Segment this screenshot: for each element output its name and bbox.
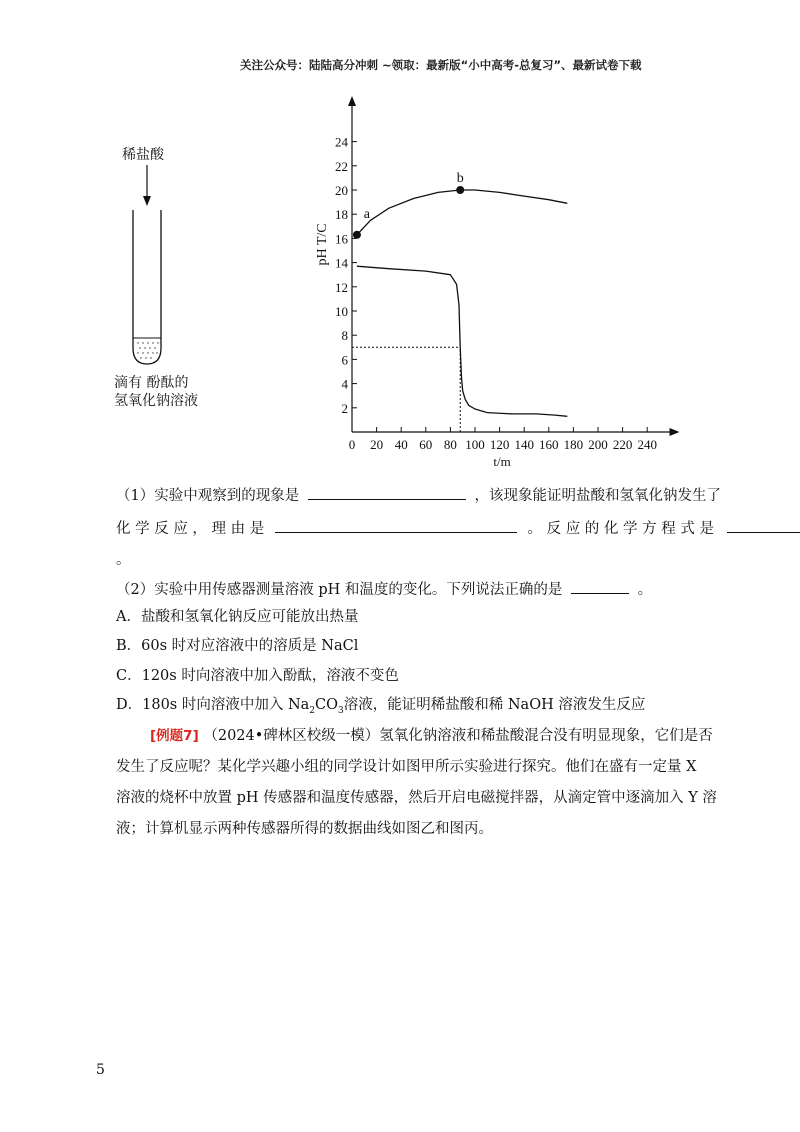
answer-blank-choice[interactable] bbox=[571, 579, 629, 594]
tube-label-line2: 氢氧化钠溶液 bbox=[114, 393, 198, 409]
q1-text-b: ，该现象能证明盐酸和氢氧化钠发生了 bbox=[474, 488, 721, 504]
x-tick-label: 200 bbox=[588, 437, 608, 452]
q1-text-d: 。 反 应 的 化 学 方 程 式 是 bbox=[527, 521, 714, 537]
q2-stem bbox=[116, 578, 652, 599]
option-d-part1: D．180s 时向溶液中加入 Na bbox=[116, 697, 310, 713]
point-label-a: a bbox=[363, 206, 371, 222]
y-tick-label: 20 bbox=[335, 183, 348, 198]
y-tick-label: 22 bbox=[335, 158, 348, 174]
x-tick-label: 0 bbox=[348, 437, 356, 452]
x-axis-arrow bbox=[670, 428, 680, 436]
liquid-dots bbox=[137, 342, 158, 358]
series-line-temperature bbox=[357, 190, 567, 235]
y-tick-label: 16 bbox=[335, 231, 348, 247]
y-tick-label: 2 bbox=[341, 400, 348, 416]
x-tick-label: 60 bbox=[419, 437, 433, 452]
answer-blank-phenomenon[interactable] bbox=[308, 485, 466, 500]
y-axis-label: pH T/C bbox=[315, 223, 330, 266]
x-tick-label: 160 bbox=[539, 437, 559, 452]
q2-text: （2）实验中用传感器测量溶液 pH 和温度的变化。下列说法正确的是 bbox=[116, 582, 563, 598]
page-header: 关注公众号：陆陆高分冲刺 ~领取：最新版“小中高考-总复习”、最新试卷下载 bbox=[240, 58, 642, 72]
answer-blank-reason[interactable] bbox=[275, 518, 517, 533]
y-tick-label: 10 bbox=[335, 304, 348, 319]
x-tick-label: 120 bbox=[489, 437, 510, 452]
example-line3: 溶液的烧杯中放置 pH 传感器和温度传感器，然后开启电磁搅拌器，从滴定管中逐滴加入 Y 溶 bbox=[116, 790, 717, 806]
q1-line2 bbox=[116, 517, 800, 538]
test-tube-figure bbox=[110, 160, 190, 375]
point-b bbox=[456, 186, 464, 194]
example-text1: （2024•碑林区校级一模）氢氧化钠溶液和稀盐酸混合没有明显现象，它们是否 bbox=[203, 728, 713, 744]
x-axis-label: t/m bbox=[493, 454, 511, 469]
test-tube bbox=[133, 210, 161, 364]
example-line2: 发生了反应呢？某化学兴趣小组的同学设计如图甲所示实验进行探究。他们在盛有一定量 X bbox=[116, 759, 697, 775]
q1-line3: 。 bbox=[116, 552, 131, 568]
y-tick-label: 24 bbox=[335, 134, 348, 150]
tube-label-line1: 滴有 酚酞的 bbox=[114, 375, 189, 391]
x-tick-label: 40 bbox=[394, 437, 408, 452]
option-a: A．盐酸和氢氧化钠反应可能放出热量 bbox=[116, 609, 359, 625]
example-tag: [例题7] bbox=[150, 728, 199, 744]
example-line4: 液；计算机显示两种传感器所得的数据曲线如图乙和图丙。 bbox=[116, 821, 493, 837]
series-line-pH bbox=[357, 266, 567, 416]
q2-end: 。 bbox=[637, 582, 653, 598]
tube-label-solution bbox=[114, 374, 198, 410]
x-tick-label: 100 bbox=[465, 437, 485, 452]
y-tick-label: 8 bbox=[341, 328, 348, 344]
option-d-sub2: 3 bbox=[338, 705, 344, 716]
x-tick-label: 220 bbox=[612, 437, 633, 452]
dropping-arrow bbox=[143, 165, 151, 206]
q1-text-a: （1）实验中观察到的现象是 bbox=[116, 488, 300, 504]
q1-line1 bbox=[116, 484, 721, 505]
option-d-part3: 溶液，能证明稀盐酸和稀 NaOH 溶液发生反应 bbox=[343, 697, 646, 713]
q1-text-c: 化 学 反 应 ， 理 由 是 bbox=[116, 521, 265, 537]
option-d bbox=[116, 693, 645, 716]
y-tick-label: 14 bbox=[335, 255, 348, 271]
point-a bbox=[353, 231, 361, 239]
x-tick-label: 180 bbox=[563, 437, 584, 452]
x-tick-label: 140 bbox=[514, 437, 534, 452]
tube-label-hcl: 稀盐酸 bbox=[122, 147, 164, 163]
ph-temperature-chart bbox=[300, 90, 700, 470]
x-tick-label: 80 bbox=[443, 437, 457, 452]
example-line1 bbox=[150, 724, 713, 745]
y-tick-label: 12 bbox=[335, 279, 348, 295]
option-d-part2: CO bbox=[315, 697, 339, 713]
y-tick-label: 18 bbox=[335, 207, 348, 223]
y-tick-label: 6 bbox=[341, 352, 348, 368]
x-tick-label: 240 bbox=[637, 437, 657, 452]
answer-blank-equation[interactable] bbox=[727, 518, 800, 533]
point-label-b: b bbox=[456, 171, 464, 186]
y-axis-arrow bbox=[348, 96, 356, 106]
page-number: 5 bbox=[96, 1062, 105, 1078]
option-c: C．120s 时向溶液中加入酚酞，溶液不变色 bbox=[116, 668, 399, 684]
option-b: B．60s 时对应溶液中的溶质是 NaCl bbox=[116, 638, 359, 654]
option-d-sub1: 2 bbox=[309, 705, 316, 716]
y-tick-label: 4 bbox=[341, 376, 348, 392]
x-tick-label: 20 bbox=[370, 437, 384, 452]
